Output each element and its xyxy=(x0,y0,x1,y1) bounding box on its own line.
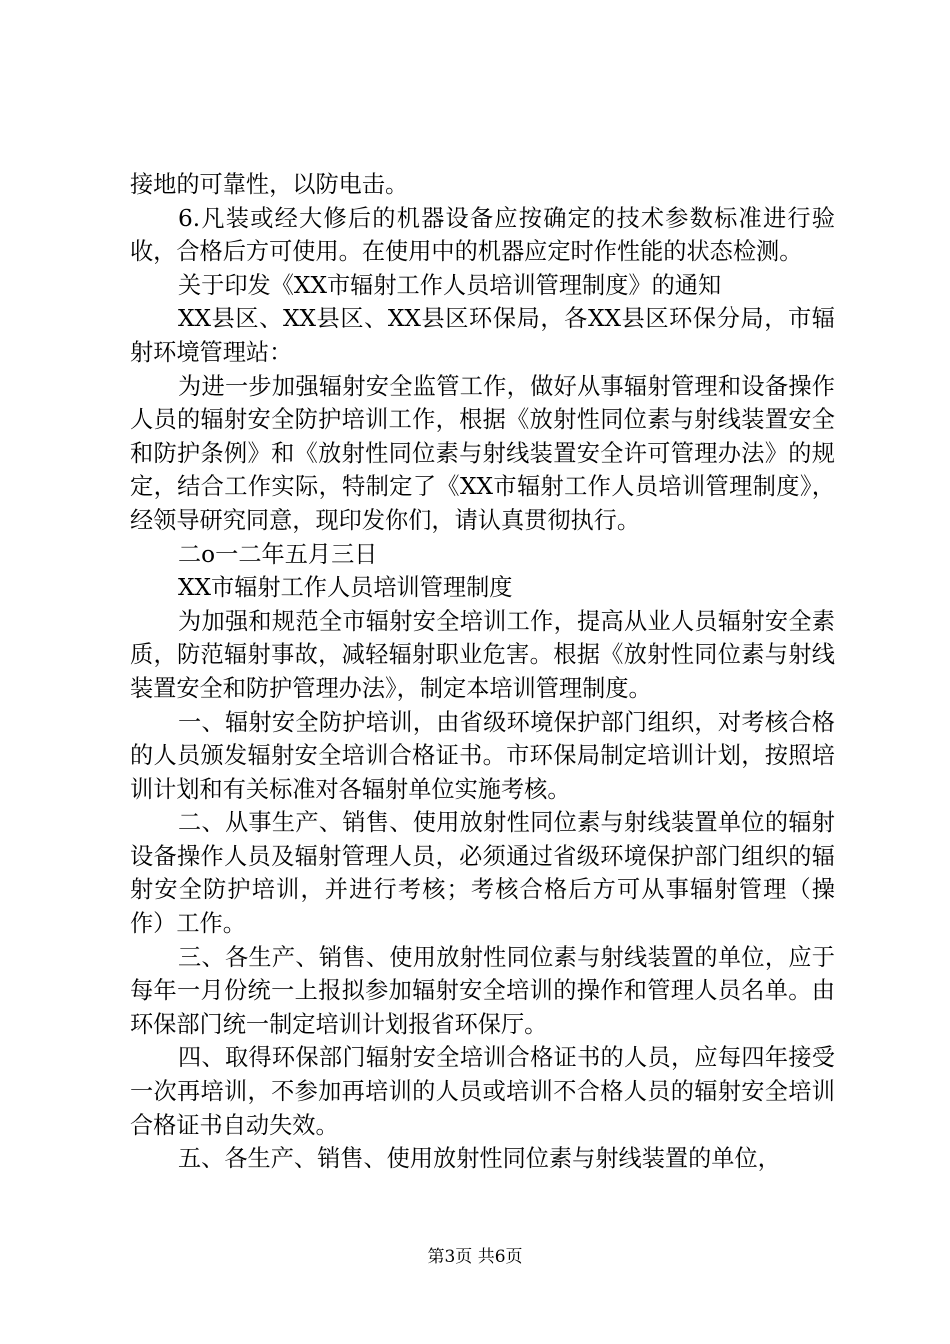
paragraph-notice-title: 关于印发《XX市辐射工作人员培训管理制度》的通知 xyxy=(178,271,722,299)
paragraph-regulation-title: XX市辐射工作人员培训管理制度 xyxy=(178,574,513,602)
paragraph: 6.凡装或经大修后的机器设备应按确定的技术参数标准进行验收，合格后方可使用。在使用中的机器应定时作性能的状态检测。 xyxy=(130,204,835,266)
document-body xyxy=(130,168,835,1176)
paragraph: 一、辐射安全防护培训，由省级环境保护部门组织，对考核合格的人员颁发辐射安全培训合格证书。市环保局制定培训计划，按照培训计划和有关标准对各辐射单位实施考核。 xyxy=(130,708,835,803)
paragraph: 三、各生产、销售、使用放射性同位素与射线装置的单位，应于每年一月份统一上报拟参加辐射安全培训的操作和管理人员名单。由环保部门统一制定培训计划报省环保厅。 xyxy=(130,943,835,1038)
paragraph: 为加强和规范全市辐射安全培训工作，提高从业人员辐射安全素质，防范辐射事故，减轻辐射职业危害。根据《放射性同位素与射线装置安全和防护管理办法》，制定本培训管理制度。 xyxy=(130,607,835,702)
page-number-footer: 第3页 共6页 xyxy=(427,1247,523,1267)
paragraph-date: 二o一二年五月三日 xyxy=(178,540,378,568)
paragraph: 二、从事生产、销售、使用放射性同位素与射线装置单位的辐射设备操作人员及辐射管理人员，必须通过省级环境保护部门组织的辐射安全防护培训，并进行考核；考核合格后方可从事辐射管理（操作）工作。 xyxy=(130,809,835,938)
paragraph-addressees: XX县区、XX县区、XX县区环保局，各XX县区环保分局，市辐射环境管理站： xyxy=(130,305,835,366)
paragraph: 为进一步加强辐射安全监管工作，做好从事辐射管理和设备操作人员的辐射安全防护培训工作，根据《放射性同位素与射线装置安全和防护条例》和《放射性同位素与射线装置安全许可管理办法》的规定，结合工作实际，特制定了《XX市辐射工作人员培训管理制度》，经领导研究同意，现印发你们，请认真贯彻执行。 xyxy=(130,372,835,534)
paragraph: 五、各生产、销售、使用放射性同位素与射线装置的单位， xyxy=(178,1145,781,1173)
paragraph: 四、取得环保部门辐射安全培训合格证书的人员，应每四年接受一次再培训，不参加再培训的人员或培训不合格人员的辐射安全培训合格证书自动失效。 xyxy=(130,1044,835,1139)
paragraph: 接地的可靠性，以防电击。 xyxy=(130,171,409,198)
